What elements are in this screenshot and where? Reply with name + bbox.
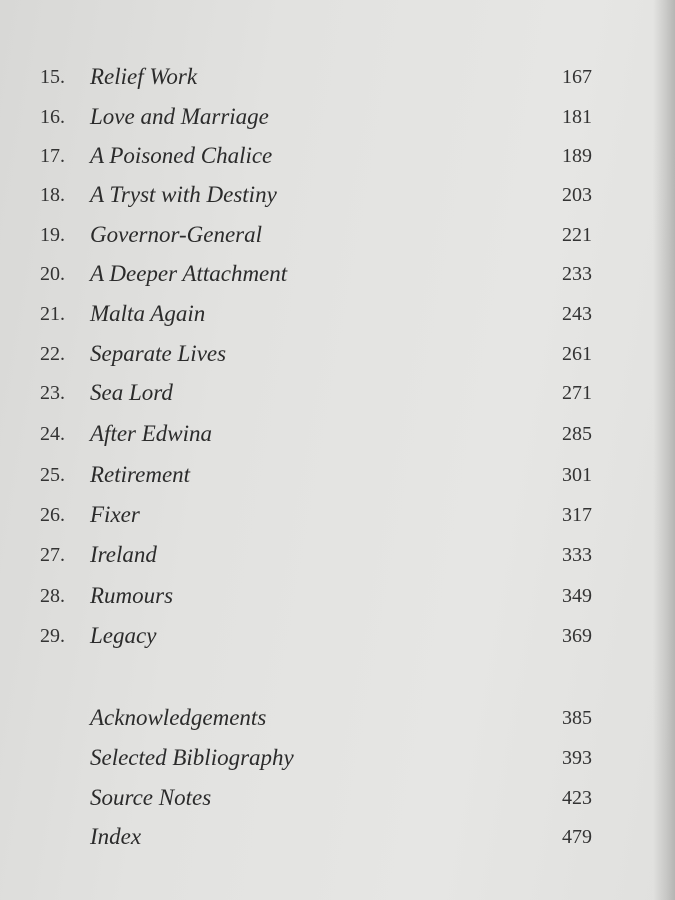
page-number: 181 [562, 106, 592, 128]
toc-entry [0, 580, 675, 612]
toc-entry [0, 219, 675, 251]
toc-entry [0, 258, 675, 290]
chapter-title: Fixer [90, 502, 140, 527]
chapter-number: 25. [40, 464, 65, 486]
chapter-number: 18. [40, 184, 65, 206]
chapter-number: 21. [40, 303, 65, 325]
toc-entry [0, 620, 675, 652]
chapter-title: Relief Work [90, 64, 198, 89]
chapter-title: After Edwina [90, 421, 213, 446]
page-number: 261 [562, 343, 592, 365]
page-number: 203 [562, 184, 592, 206]
toc-entry [0, 418, 675, 450]
back-matter-entry [0, 702, 675, 734]
toc-entry [0, 377, 675, 409]
chapter-title: Sea Lord [90, 380, 173, 405]
back-matter-title: Acknowledgements [90, 705, 267, 730]
page-number: 285 [562, 423, 592, 445]
chapter-number: 24. [40, 423, 65, 445]
page-number: 189 [562, 145, 592, 167]
chapter-number: 27. [40, 544, 65, 566]
page-number: 385 [562, 707, 592, 729]
back-matter-entry [0, 821, 675, 853]
back-matter-entry [0, 782, 675, 814]
chapter-number: 20. [40, 263, 65, 285]
page-number: 369 [562, 625, 592, 647]
page-number: 167 [562, 66, 592, 88]
chapter-number: 23. [40, 382, 65, 404]
back-matter-title: Source Notes [90, 785, 212, 810]
toc-entry [0, 179, 675, 211]
chapter-title: Malta Again [90, 301, 206, 326]
chapter-number: 28. [40, 585, 65, 607]
chapter-number: 22. [40, 343, 65, 365]
page-number: 333 [562, 544, 592, 566]
toc-entry [0, 101, 675, 133]
chapter-title: Love and Marriage [90, 104, 269, 129]
back-matter-title: Selected Bibliography [90, 745, 294, 770]
chapter-title: A Poisoned Chalice [90, 143, 273, 168]
chapter-number: 15. [40, 66, 65, 88]
page-number: 221 [562, 224, 592, 246]
chapter-title: Governor-General [90, 222, 262, 247]
page-number: 243 [562, 303, 592, 325]
chapter-number: 19. [40, 224, 65, 246]
chapter-title: Separate Lives [90, 341, 227, 366]
chapter-title: Legacy [90, 623, 157, 648]
chapter-title: Retirement [90, 462, 191, 487]
chapter-number: 29. [40, 625, 65, 647]
back-matter-title: Index [90, 824, 142, 849]
toc-entry [0, 140, 675, 172]
page-number: 349 [562, 585, 592, 607]
page-number: 317 [562, 504, 592, 526]
toc-entry [0, 459, 675, 491]
chapter-number: 26. [40, 504, 65, 526]
toc-entry [0, 338, 675, 370]
chapter-title: Rumours [90, 583, 174, 608]
chapter-title: A Deeper Attachment [90, 261, 288, 286]
toc-entry [0, 499, 675, 531]
toc-entry [0, 61, 675, 93]
chapter-number: 16. [40, 106, 65, 128]
chapter-title: Ireland [90, 542, 157, 567]
page-number: 423 [562, 787, 592, 809]
toc-entry [0, 539, 675, 571]
chapter-number: 17. [40, 145, 65, 167]
chapter-title: A Tryst with Destiny [90, 182, 277, 207]
page-number: 393 [562, 747, 592, 769]
page-number: 233 [562, 263, 592, 285]
page-number: 479 [562, 826, 592, 848]
page-number: 271 [562, 382, 592, 404]
back-matter-entry [0, 742, 675, 774]
page-number: 301 [562, 464, 592, 486]
toc-entry [0, 298, 675, 330]
